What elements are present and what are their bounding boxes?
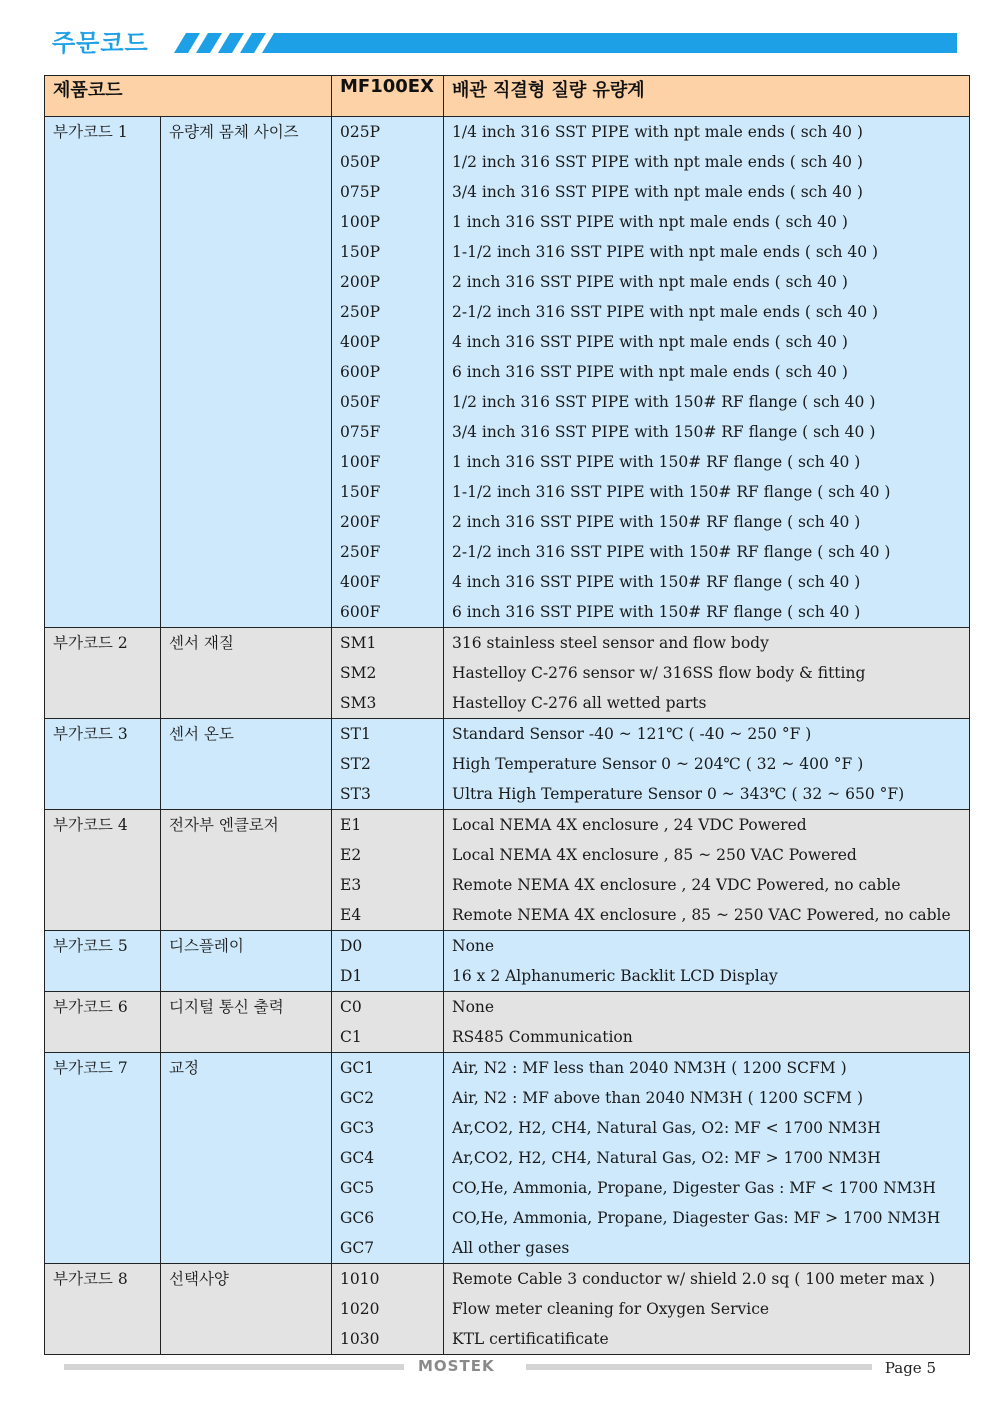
option-description: 1-1/2 inch 316 SST PIPE with npt male ends ( sch 40 ) xyxy=(452,243,879,261)
option-code-label xyxy=(45,810,161,931)
option-code-value: 600P xyxy=(340,363,381,381)
option-code-value: 400F xyxy=(340,573,381,591)
option-name xyxy=(161,931,332,992)
option-description: KTL certificatificate xyxy=(452,1330,609,1348)
product-desc-header: 배관 직결형 질량 유량계 xyxy=(444,76,970,117)
option-code-value: 100P xyxy=(340,213,381,231)
option-code-value: 1030 xyxy=(340,1330,380,1348)
footer-rule-right xyxy=(526,1364,872,1370)
option-group-row xyxy=(45,992,970,1053)
option-codes-cell xyxy=(332,719,444,810)
option-description: RS485 Communication xyxy=(452,1028,633,1046)
option-descriptions-cell xyxy=(444,810,970,931)
option-code-value: GC7 xyxy=(340,1239,375,1257)
option-description: Air, N2 : MF less than 2040 NM3H ( 1200 SCFM ) xyxy=(452,1059,847,1077)
option-code-value: 1010 xyxy=(340,1270,380,1288)
option-description: Ar,CO2, H2, CH4, Natural Gas, O2: MF < 1700 NM3H xyxy=(452,1119,881,1137)
option-description: Hastelloy C-276 sensor w/ 316SS flow body & fitting xyxy=(452,664,866,682)
option-description: None xyxy=(452,998,495,1016)
option-description: Remote NEMA 4X enclosure , 24 VDC Powered, no cable xyxy=(452,876,901,894)
option-code-value: 150P xyxy=(340,243,381,261)
footer-rule-left xyxy=(64,1364,404,1370)
option-description: 16 x 2 Alphanumeric Backlit LCD Display xyxy=(452,967,778,985)
option-description: CO,He, Ammonia, Propane, Diagester Gas: MF > 1700 NM3H xyxy=(452,1209,941,1227)
option-descriptions-cell xyxy=(444,931,970,992)
option-description: 316 stainless steel sensor and flow body xyxy=(452,634,769,652)
option-description: 2-1/2 inch 316 SST PIPE with 150# RF flange ( sch 40 ) xyxy=(452,543,891,561)
option-description: 1 inch 316 SST PIPE with npt male ends ( sch 40 ) xyxy=(452,213,848,231)
option-code-value: ST3 xyxy=(340,785,371,803)
option-code-label xyxy=(45,931,161,992)
option-description: 4 inch 316 SST PIPE with 150# RF flange ( sch 40 ) xyxy=(452,573,861,591)
option-code-value: 1020 xyxy=(340,1300,380,1318)
option-code-label xyxy=(45,992,161,1053)
option-code-label-text: 부가코드 3 xyxy=(53,725,128,743)
option-codes-cell xyxy=(332,1053,444,1264)
option-description: High Temperature Sensor 0 ~ 204℃ ( 32 ~ 400 °F ) xyxy=(452,755,864,773)
option-description: 3/4 inch 316 SST PIPE with 150# RF flange ( sch 40 ) xyxy=(452,423,876,441)
option-code-value: GC2 xyxy=(340,1089,375,1107)
option-description: Air, N2 : MF above than 2040 NM3H ( 1200 SCFM ) xyxy=(452,1089,864,1107)
option-descriptions-cell xyxy=(444,719,970,810)
option-description: Remote Cable 3 conductor w/ shield 2.0 sq ( 100 meter max ) xyxy=(452,1270,935,1288)
option-code-label-text: 부가코드 4 xyxy=(53,816,128,834)
option-group-row xyxy=(45,719,970,810)
option-name xyxy=(161,628,332,719)
option-description: Standard Sensor -40 ~ 121℃ ( -40 ~ 250 °F ) xyxy=(452,725,812,743)
option-description: Hastelloy C-276 all wetted parts xyxy=(452,694,707,712)
option-code-value: 075F xyxy=(340,423,381,441)
model-header: MF100EX xyxy=(332,76,444,117)
option-code-value: 600F xyxy=(340,603,381,621)
option-code-label-text: 부가코드 5 xyxy=(53,937,128,955)
option-code-value: C1 xyxy=(340,1028,362,1046)
option-name-text: 전자부 엔클로저 xyxy=(169,816,279,834)
option-code-label-text: 부가코드 6 xyxy=(53,998,128,1016)
option-name-text: 센서 온도 xyxy=(169,725,234,743)
option-code-label xyxy=(45,1053,161,1264)
option-code-value: E3 xyxy=(340,876,362,894)
option-code-value: 050P xyxy=(340,153,381,171)
option-code-label xyxy=(45,628,161,719)
option-name-text: 센서 재질 xyxy=(169,634,234,652)
option-description: None xyxy=(452,937,495,955)
option-code-value: 200F xyxy=(340,513,381,531)
option-code-value: SM3 xyxy=(340,694,377,712)
option-description: 1/2 inch 316 SST PIPE with npt male ends ( sch 40 ) xyxy=(452,153,863,171)
option-code-value: E4 xyxy=(340,906,362,924)
option-code-value: GC6 xyxy=(340,1209,375,1227)
option-description: All other gases xyxy=(452,1239,570,1257)
option-group-row xyxy=(45,1053,970,1264)
option-description: 2 inch 316 SST PIPE with 150# RF flange ( sch 40 ) xyxy=(452,513,861,531)
option-name xyxy=(161,719,332,810)
table-header-row xyxy=(45,76,970,117)
option-code-value: ST2 xyxy=(340,755,371,773)
option-name-text: 교정 xyxy=(169,1059,199,1077)
option-description: Ar,CO2, H2, CH4, Natural Gas, O2: MF > 1700 NM3H xyxy=(452,1149,881,1167)
option-name-text: 디스플레이 xyxy=(169,937,244,955)
option-code-value: 100F xyxy=(340,453,381,471)
option-name xyxy=(161,117,332,628)
product-code-header: 제품코드 xyxy=(45,76,332,117)
option-code-label xyxy=(45,719,161,810)
option-code-label-text: 부가코드 7 xyxy=(53,1059,128,1077)
page-footer xyxy=(64,1357,944,1381)
option-code-value: 250F xyxy=(340,543,381,561)
option-code-value: ST1 xyxy=(340,725,371,743)
option-codes-cell xyxy=(332,810,444,931)
option-description: 1-1/2 inch 316 SST PIPE with 150# RF flange ( sch 40 ) xyxy=(452,483,891,501)
option-description: 4 inch 316 SST PIPE with npt male ends ( sch 40 ) xyxy=(452,333,848,351)
option-name xyxy=(161,992,332,1053)
option-group-row xyxy=(45,1264,970,1355)
option-code-label-text: 부가코드 1 xyxy=(53,123,128,141)
option-descriptions-cell xyxy=(444,117,970,628)
option-code-value: 075P xyxy=(340,183,381,201)
option-code-label-text: 부가코드 8 xyxy=(53,1270,128,1288)
option-code-value: C0 xyxy=(340,998,362,1016)
option-description: Local NEMA 4X enclosure , 85 ~ 250 VAC Powered xyxy=(452,846,857,864)
option-description: 2 inch 316 SST PIPE with npt male ends ( sch 40 ) xyxy=(452,273,848,291)
option-name xyxy=(161,1053,332,1264)
page-number: Page 5 xyxy=(884,1359,936,1377)
option-codes-cell xyxy=(332,1264,444,1355)
option-code-value: D0 xyxy=(340,937,363,955)
option-code-value: E2 xyxy=(340,846,362,864)
option-group-row xyxy=(45,628,970,719)
option-code-value: GC5 xyxy=(340,1179,375,1197)
option-description: 1/2 inch 316 SST PIPE with 150# RF flange ( sch 40 ) xyxy=(452,393,876,411)
option-descriptions-cell xyxy=(444,628,970,719)
option-name-text: 유량계 몸체 사이즈 xyxy=(169,123,299,141)
section-title: 주문코드 xyxy=(52,29,149,57)
option-description: 6 inch 316 SST PIPE with 150# RF flange ( sch 40 ) xyxy=(452,603,861,621)
option-code-value: 150F xyxy=(340,483,381,501)
option-code-value: 250P xyxy=(340,303,381,321)
option-code-value: GC4 xyxy=(340,1149,375,1167)
option-description: 1/4 inch 316 SST PIPE with npt male ends ( sch 40 ) xyxy=(452,123,863,141)
option-codes-cell xyxy=(332,992,444,1053)
header-stripe-bar xyxy=(166,33,957,53)
option-code-label-text: 부가코드 2 xyxy=(53,634,128,652)
option-name xyxy=(161,810,332,931)
option-description: Ultra High Temperature Sensor 0 ~ 343℃ ( 32 ~ 650 °F) xyxy=(452,785,905,803)
option-code-value: E1 xyxy=(340,816,362,834)
option-description: CO,He, Ammonia, Propane, Digester Gas : MF < 1700 NM3H xyxy=(452,1179,936,1197)
option-code-value: 025P xyxy=(340,123,381,141)
option-code-value: 200P xyxy=(340,273,381,291)
option-descriptions-cell xyxy=(444,1053,970,1264)
option-code-value: GC3 xyxy=(340,1119,375,1137)
option-code-value: GC1 xyxy=(340,1059,375,1077)
option-code-value: D1 xyxy=(340,967,363,985)
option-codes-cell xyxy=(332,117,444,628)
option-description: Local NEMA 4X enclosure , 24 VDC Powered xyxy=(452,816,807,834)
option-description: 1 inch 316 SST PIPE with 150# RF flange ( sch 40 ) xyxy=(452,453,861,471)
option-code-value: 050F xyxy=(340,393,381,411)
option-name-text: 선택사양 xyxy=(169,1270,229,1288)
option-description: 2-1/2 inch 316 SST PIPE with npt male ends ( sch 40 ) xyxy=(452,303,879,321)
order-code-table xyxy=(44,75,970,1355)
option-description: 6 inch 316 SST PIPE with npt male ends ( sch 40 ) xyxy=(452,363,848,381)
option-codes-cell xyxy=(332,628,444,719)
option-description: Flow meter cleaning for Oxygen Service xyxy=(452,1300,770,1318)
option-descriptions-cell xyxy=(444,1264,970,1355)
option-code-value: 400P xyxy=(340,333,381,351)
option-code-label xyxy=(45,117,161,628)
option-name-text: 디지털 통신 출력 xyxy=(169,998,284,1016)
option-description: 3/4 inch 316 SST PIPE with npt male ends ( sch 40 ) xyxy=(452,183,863,201)
option-code-value: SM1 xyxy=(340,634,377,652)
option-group-row xyxy=(45,117,970,628)
option-codes-cell xyxy=(332,931,444,992)
mostek-logo: MOSTEK xyxy=(418,1357,495,1375)
page-header xyxy=(52,26,957,62)
option-descriptions-cell xyxy=(444,992,970,1053)
option-code-label xyxy=(45,1264,161,1355)
option-code-value: SM2 xyxy=(340,664,377,682)
option-group-row xyxy=(45,810,970,931)
option-group-row xyxy=(45,931,970,992)
option-description: Remote NEMA 4X enclosure , 85 ~ 250 VAC Powered, no cable xyxy=(452,906,951,924)
option-name xyxy=(161,1264,332,1355)
